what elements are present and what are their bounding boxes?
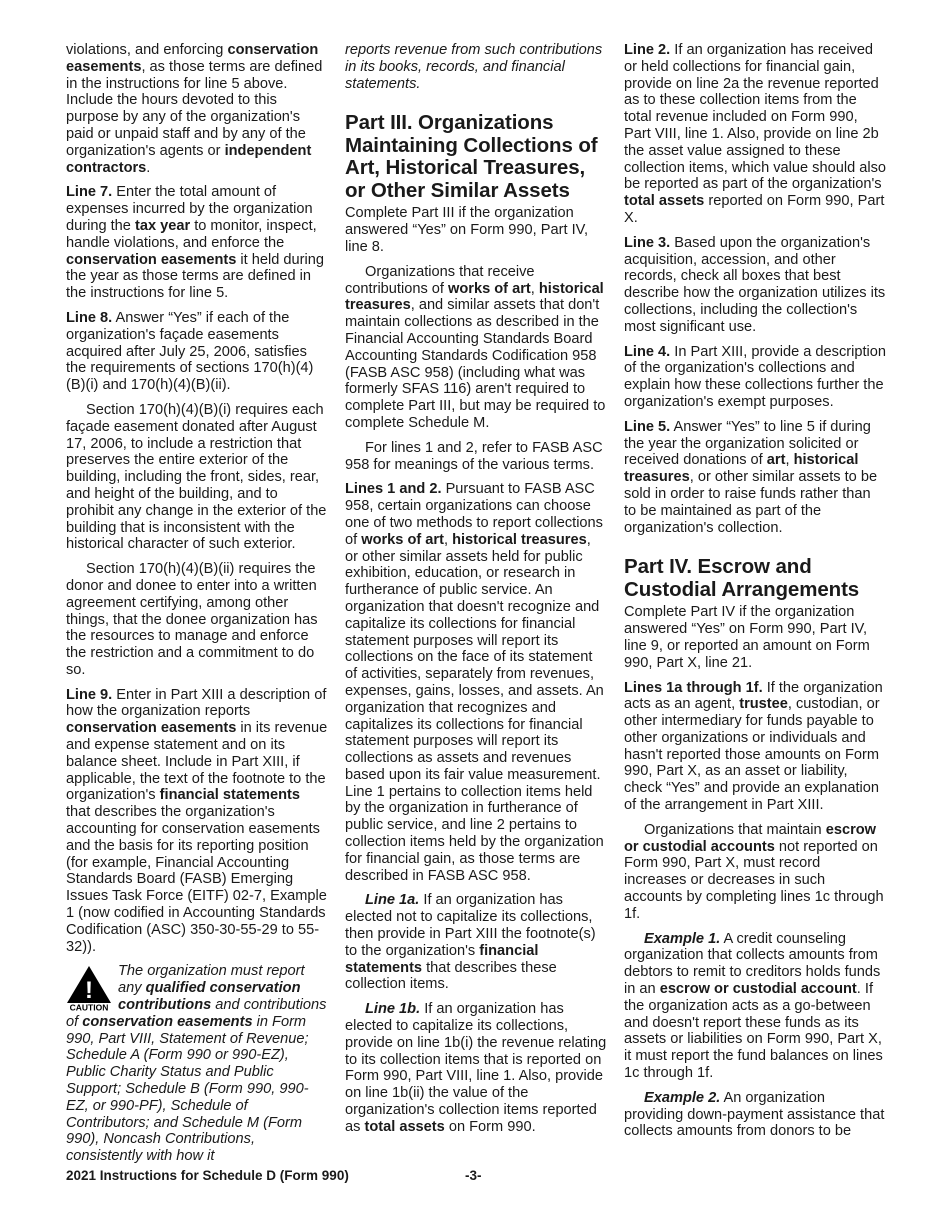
bold-term: Line 1b. — [365, 1001, 421, 1018]
text-run: in Form 990, Part VIII, Statement of Revenue; Schedule A (Form 990 or 990-EZ), Public Charity Status and Public Support; Schedule B (Form 990, 990-EZ, or 990-PF), Schedule of Contributors; and Schedule M (Form 990), Noncash Contributions, consistently with how it — [66, 1013, 309, 1165]
bold-term: escrow or custodial accounts — [624, 821, 877, 855]
bold-term: Line 1a. — [365, 892, 420, 909]
bold-term: Line 5. — [624, 418, 671, 435]
text-run: . If the organization acts as a go-between and doesn't report these funds as its assets or liabilities on Form 990, Part X, it must report the fund balances on lines 1c through 1f. — [624, 981, 883, 1082]
paragraph-continued — [345, 42, 607, 92]
page-number: -3- — [465, 1168, 482, 1183]
column-left — [66, 42, 328, 1165]
bold-term: historical treasures — [345, 280, 604, 314]
line-2-paragraph — [624, 42, 886, 227]
bold-term: independent contractors — [66, 142, 312, 176]
text-run: , — [530, 280, 539, 297]
text-run: reported on Form 990, Part X. — [624, 193, 885, 226]
bold-term: Lines 1a through 1f. — [624, 679, 763, 696]
part-iii-heading: Part III. Organizations Maintaining Collections of Art, Historical Treasures, or Other Similar Assets — [345, 111, 598, 202]
text-run: reports revenue from such contributions in its books, records, and financial statements. — [345, 42, 603, 92]
bold-term: financial statements — [345, 942, 539, 976]
bold-term: works of art — [361, 531, 444, 548]
text-run: Complete Part III if the organization answered “Yes” on Form 990, Part IV, line 8. — [345, 205, 589, 255]
lines-1-2-paragraph — [345, 481, 607, 884]
text-run: it held during the year as those terms are defined in the instructions for line 5. — [66, 251, 324, 302]
text-run: If an organization has elected to capitalize its collections, provide on line 1b(i) the revenue relating to its collection items that is reported on Form 990, Part VIII, line 1. Also, provide on line 1b(ii) the value of the organization's collection items reported as — [345, 1001, 607, 1135]
bold-term: Line 3. — [624, 234, 671, 251]
paragraph — [624, 822, 886, 923]
bold-term: works of art — [448, 280, 531, 297]
example-1-paragraph — [624, 931, 886, 1082]
bold-term: art — [766, 452, 786, 469]
line-3-paragraph — [624, 235, 886, 336]
text-run: In Part XIII, provide a description of the organization's collections and explain how these collections further the organization's exempt purposes. — [624, 343, 887, 410]
paragraph — [345, 264, 607, 432]
bold-term: Example 1. — [644, 930, 721, 947]
text-run: A credit counseling organization that collects amounts from debtors to remit to creditors holds funds in an — [624, 930, 881, 998]
text-run: The organization must report any — [118, 963, 305, 997]
text-run: Enter in Part XIII a description of how the organization reports — [66, 686, 327, 720]
line-9-paragraph — [66, 687, 328, 956]
example-2-paragraph — [624, 1090, 886, 1140]
bold-term: total assets — [624, 193, 705, 210]
bold-term: qualified conservation contributions — [118, 980, 301, 1014]
text-run: Pursuant to FASB ASC 958, certain organizations can choose one of two methods to report collections of — [345, 481, 603, 548]
footer-title: 2021 Instructions for Schedule D (Form 990) — [66, 1168, 349, 1183]
text-run: Complete Part IV if the organization answered “Yes” on Form 990, Part IV, line 9, or reported an amount on Form 990, Part X, line 21. — [624, 604, 870, 671]
bold-term: Line 4. — [624, 343, 671, 360]
text-run: not reported on Form 990, Part X, must record increases or decreases in such accounts by completing lines 1c through 1f. — [624, 838, 884, 922]
bold-term: tax year — [134, 217, 191, 234]
text-run: , — [443, 531, 453, 548]
text-run: An organization providing down-payment assistance that collects amounts from donors to be — [624, 1089, 885, 1140]
line-8-paragraph — [66, 310, 328, 394]
text-run: , custodian, or other intermediary for funds payable to other organizations or individuals and hasn't reported those amounts on Form 990, Part X, as an asset or liability, check “Yes” and provide an explanation of the arrangement in Part XIII. — [624, 696, 880, 814]
bold-term: conservation easements — [66, 251, 237, 268]
text-run: . — [146, 159, 151, 176]
bold-term: financial statements — [159, 787, 300, 804]
bold-term: total assets — [364, 1118, 445, 1135]
text-run: , as those terms are defined in the instructions for line 5 above. Include the hours devoted to this purpose by any of the organization's paid or unpaid staff and by any of the organization's agents or — [66, 58, 323, 159]
text-run: If the organization acts as an agent, — [624, 679, 883, 713]
text-run: , or other similar assets held for public exhibition, education, or research in furtherance of public service. An organization that doesn't recognize and capitalize its collections for financial statement purposes will report its collections on the face of its statement of activities, separately from revenues, expenses, gains, losses, and assets. An organization that recognizes and capitalizes its collections for financial statement purposes will report its collections as assets and revenues based upon its fair value measurement. Line 1 pertains to collection items held by the organization in furtherance of public service, and line 2 pertains to collection items held by the organization for financial gain, as those terms are described in FASB ASC 958. — [345, 531, 604, 884]
text-run: Enter the total amount of expenses incurred by the organization during the — [66, 184, 313, 234]
part-iv-heading: Part IV. Escrow and Custodial Arrangements — [624, 555, 860, 601]
lines-1a-1f-paragraph — [624, 680, 886, 814]
text-run: Section 170(h)(4)(B)(ii) requires the donor and donee to enter into a written agreement certifying, among other things, that the donee organization has the resources to manage and enforce the restriction and a commitment to do so. — [66, 561, 318, 678]
text-run: Based upon the organization's acquisition, accession, and other records, check all boxes that best describe how the organization utilizes its collections, including the collection's most significant use. — [624, 234, 886, 335]
line-4-paragraph — [624, 344, 886, 411]
section-b-ii-paragraph — [66, 561, 328, 679]
text-run: For lines 1 and 2, refer to FASB ASC 958 for meanings of the various terms. — [345, 439, 603, 473]
text-run: Section 170(h)(4)(B)(i) requires each façade easement donated after August 17, 2006, to include a restriction that preserves the entire exterior of the building, including the front, sides, rear, and height of the building, and to prohibit any change in the exterior of the building that is inconsistent with the historical character of such exterior. — [66, 401, 327, 553]
bold-term: historical treasures — [624, 452, 859, 486]
bold-term: Lines 1 and 2. — [345, 481, 442, 498]
line-5-paragraph — [624, 419, 886, 537]
bold-term: Example 2. — [644, 1089, 721, 1106]
text-run: that describes these collection items. — [345, 959, 557, 993]
text-run: on Form 990. — [444, 1118, 536, 1135]
text-run: If an organization has received or held collections for financial gain, provide on line 2a the revenue reported as to these collection items from the total revenue included on Form 990, Part VIII, line 1. Also, provide on line 2b the asset value assigned to these collection items, which value should also be reported as part of the organization's — [624, 42, 887, 193]
line-7-paragraph — [66, 184, 328, 302]
bold-term: conservation easements — [66, 42, 319, 75]
paragraph — [66, 42, 328, 176]
text-run: , — [785, 452, 794, 469]
caution-note — [66, 963, 328, 1165]
bold-term: Line 2. — [624, 42, 671, 58]
bold-term: conservation easements — [66, 720, 237, 737]
text-run: , and similar assets that don't maintain collections as described in the Financial Accounting Standards Board Accounting Standards Codification 958 (FASB ASC 958) (including what was formerly SFAS 116) aren't required to complete Part III, but may be required to complete Schedule M. — [345, 297, 606, 431]
text-run: to monitor, inspect, handle violations, and enforce the — [66, 217, 317, 251]
line-1a-paragraph — [345, 892, 607, 993]
text-run: Organizations that maintain — [644, 821, 826, 838]
caution-label: CAUTION — [69, 1002, 109, 1012]
text-run: Answer “Yes” to line 5 if during the year the organization solicited or received donations of — [624, 418, 871, 469]
part-iii-intro — [345, 205, 607, 255]
column-right — [624, 42, 886, 1148]
text-run: in its revenue and expense statement and on its balance sheet. Include in Part XIII, if applicable, the text of the footnote to the organization's — [66, 720, 328, 804]
bold-term: Line 8. — [66, 309, 113, 326]
line-1b-paragraph — [345, 1001, 607, 1135]
text-run: Answer “Yes” if each of the organization's façade easements acquired after July 25, 2006, satisfies the requirements of sections 170(h)(4)(B)(i) and 170(h)(4)(B)(ii). — [66, 309, 314, 394]
caution-icon — [66, 965, 112, 1011]
bold-term: escrow or custodial account — [659, 981, 857, 998]
caution-exclamation: ! — [85, 977, 93, 1005]
text-run: If an organization has elected not to capitalize its collections, then provide in Part XIII the footnote(s) to the organization's — [345, 892, 596, 959]
bold-term: trustee — [739, 696, 788, 713]
column-middle — [345, 42, 607, 1144]
section-b-i-paragraph — [66, 402, 328, 553]
bold-term: Line 9. — [66, 686, 113, 703]
text-run: and contributions of — [66, 997, 327, 1030]
text-run: violations, and enforcing — [66, 42, 228, 58]
text-run: that describes the organization's accounting for conservation easements and the basis for its reporting position (for example, Financial Accounting Standards Board (FASB) Emerging Issues Task Force (EITF) 02-7, Example 1 (now codified in Accounting Standards Codification (ASC) 350-30-55-29 to 55-32)). — [66, 804, 327, 955]
bold-term: conservation easements — [82, 1013, 253, 1030]
part-iv-intro — [624, 604, 886, 671]
bold-term: Line 7. — [66, 184, 113, 201]
bold-term: historical treasures — [452, 531, 587, 548]
text-run: , or other similar assets to be sold in order to raise funds rather than to be maintained as part of the organization's collection. — [624, 469, 878, 536]
paragraph — [345, 440, 607, 474]
text-run: Organizations that receive contributions of — [345, 263, 535, 297]
